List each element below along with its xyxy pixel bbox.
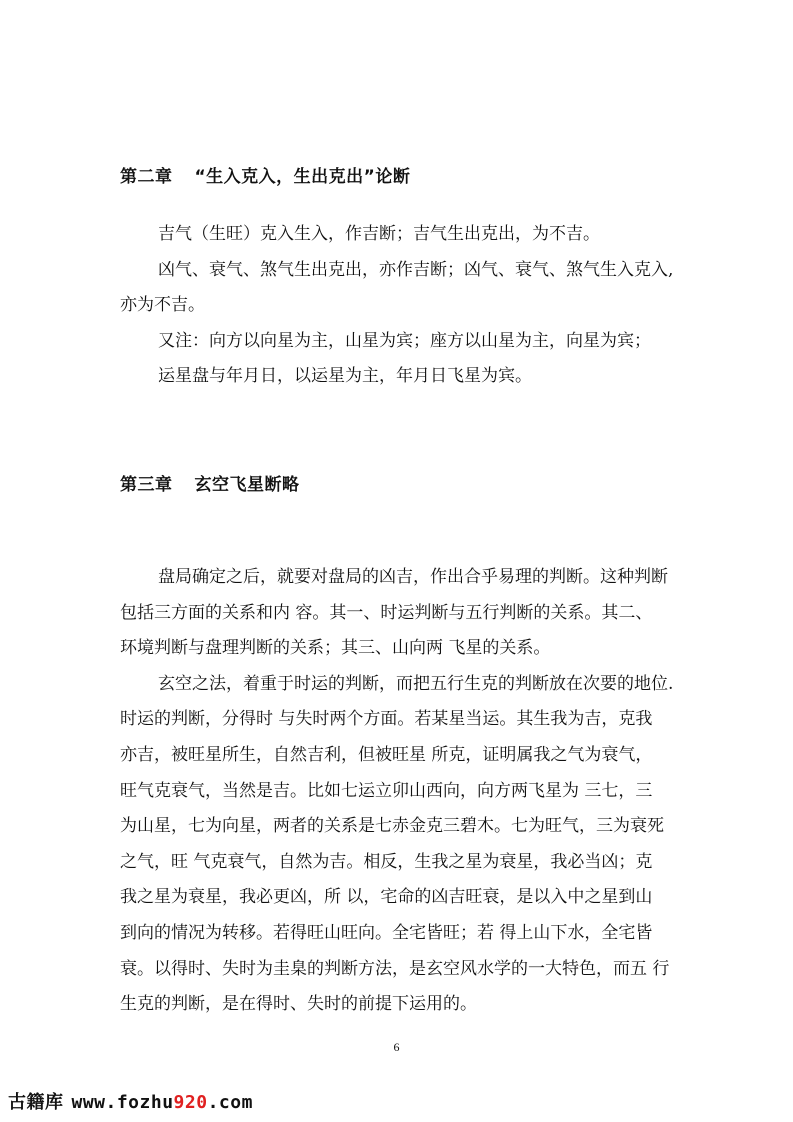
paragraph-line: 吉气（生旺）克入生入，作吉断；吉气生出克出，为不吉。 <box>158 224 600 244</box>
paragraph-line: 盘局确定之后，就要对盘局的凶吉，作出合乎易理的判断。这种判断 <box>158 567 668 587</box>
chapter-2-number: 第二章 <box>120 167 173 187</box>
paragraph-line: 包括三方面的关系和内 容。其一、时运判断与五行判断的关系。其二、 <box>120 602 653 623</box>
paragraph-line: 之气，旺 气克衰气，自然为吉。相反，生我之星为衰星，我必当凶；克 <box>120 851 653 872</box>
chapter-2-title: “生入克入，生出克出”论断 <box>194 167 411 187</box>
chapter-3-title: 玄空飞星断略 <box>194 475 300 495</box>
paragraph-line: 旺气克衰气，当然是吉。比如七运立卯山西向，向方两飞星为 三七，三 <box>120 780 653 801</box>
chapter-2-body <box>120 217 680 395</box>
paragraph-line: 玄空之法，着重于时运的判断，而把五行生克的判断放在次要的地位. <box>158 673 674 694</box>
paragraph-line: 我之星为衰星，我必更凶，所 以，宅命的凶吉旺衰，是以入中之星到山 <box>120 887 653 908</box>
watermark-cn: 古籍库 <box>8 1092 64 1113</box>
page-number: 6 <box>393 1040 400 1054</box>
site-watermark <box>8 1088 253 1114</box>
paragraph-line: 到向的情况为转移。若得旺山旺向。全宅皆旺；若 得上山下水，全宅皆 <box>120 922 653 943</box>
paragraph-line: 亦吉，被旺星所生，自然吉利，但被旺星 所克，证明属我之气为衰气， <box>120 744 653 765</box>
paragraph-line: 亦为不吉。 <box>120 295 205 316</box>
chapter-3-body <box>120 560 680 1023</box>
paragraph-line: 时运的判断，分得时 与失时两个方面。若某星当运。其生我为吉，克我 <box>120 709 653 730</box>
paragraph-line: 运星盘与年月日，以运星为主，年月日飞星为宾。 <box>158 366 532 387</box>
watermark-url-suffix: .com <box>207 1092 253 1113</box>
paragraph-line: 又注：向方以向星为主，山星为宾；座方以山星为主，向星为宾； <box>158 330 651 351</box>
paragraph-line: 衰。以得时、失时为圭臬的判断方法，是玄空风水学的一大特色，而五 行 <box>120 958 670 979</box>
paragraph-line: 凶气、衰气、煞气生出克出，亦作吉断；凶气、衰气、煞气生入克入, <box>158 259 674 280</box>
chapter-3-number: 第三章 <box>120 475 173 495</box>
chapter-2-heading <box>120 166 410 188</box>
chapter-3-heading <box>120 474 300 496</box>
paragraph-line: 为山星，七为向星，两者的关系是七赤金克三碧木。七为旺气，三为衰死 <box>120 816 664 837</box>
paragraph-line: 环境判断与盘理判断的关系；其三、山向两 飞星的关系。 <box>120 638 551 659</box>
paragraph-line: 生克的判断，是在得时、失时的前提下运用的。 <box>120 994 477 1015</box>
watermark-url-prefix: www.fozhu <box>71 1092 174 1113</box>
watermark-url-accent: 920 <box>173 1092 208 1113</box>
